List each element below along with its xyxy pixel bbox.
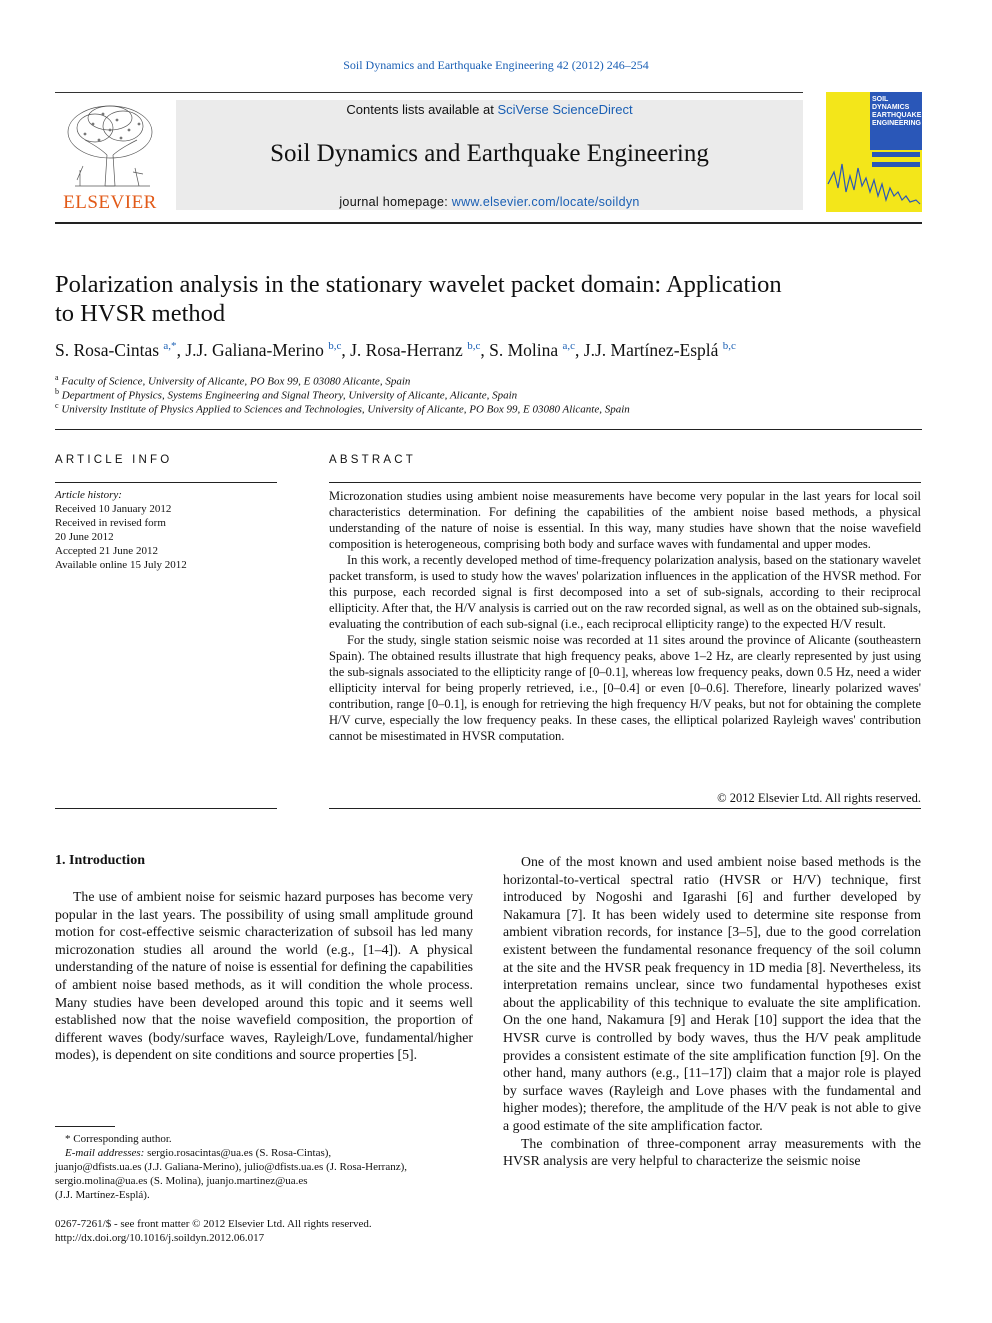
affiliation bbox=[55, 387, 935, 402]
doi-link[interactable]: http://dx.doi.org/10.1016/j.soildyn.2012.06.017 bbox=[55, 1232, 265, 1244]
abstract-paragraph: In this work, a recently developed method of time-frequency polarization analysis, based on the stationary wavelet packet transform, is used to study how the waves' polarization influences in the application of the HVSR method. For this purpose, each recorded signal is first decomposed into a set of sub-signals, according to their reciprocal ellipticity. After that, the H/V analysis is carried out on the raw recorded signal, as well as on the obtained sub-signals, evaluating the contribution of each sub-signal (i.e., each reciprocal ellipticity range) to the expected H/V result. bbox=[329, 553, 921, 631]
history-item: Received in revised form bbox=[55, 517, 166, 529]
affiliation-text: University Institute of Physics Applied to Sciences and Technologies, University of Alicante, PO Box 99, E 03080 Alicante, Spain bbox=[58, 403, 630, 416]
affiliation-mark: c bbox=[55, 401, 59, 410]
body-paragraph: The use of ambient noise for seismic hazard purposes has become very popular in the last years. The possibility of using small amplitude ground motion for cost-effective seismic characterization of subsoil has led many microzonation studies all around the world (e.g., [1–4]). A physical understanding of the nature of noise is essential for defining the capabilities of ambient noise based methods, as it will condition the whole process. Many studies have been developed around this topic and it seems well established now that the noise wavefield composition, the proportion of different waves (body/surface waves, Rayleigh/Love, fundamental/higher modes), is dependent on site conditions and source properties [5]. bbox=[55, 889, 474, 1063]
history-item: Accepted 21 June 2012 bbox=[55, 545, 158, 557]
cover-line4: ENGINEERING bbox=[872, 120, 922, 127]
author-affil-mark[interactable]: b,c bbox=[328, 340, 342, 353]
article-info-rule bbox=[55, 482, 277, 483]
body-column-left bbox=[55, 888, 473, 1064]
affiliation bbox=[55, 401, 935, 416]
email-list[interactable]: sergio.rosacintas@ua.es (S. Rosa-Cintas), bbox=[147, 1147, 332, 1159]
abstract-paragraph: For the study, single station seismic noise was recorded at 11 sites around the province of Alicante (southeastern Spain). The obtained results illustrate that high frequency peaks, above 1–2 Hz, are clearly represented by just using the sub-signals associated to the ellipticity range of [0–0.1], whereas low frequency peaks, down 0.5 Hz, need a wider ellipticity interval for being properly retrieved, i.e., [0–0.4] or even [0–0.6]. Therefore, linearly polarized waves' contribution, range [0–0.1], is enough for retrieving the high frequency H/V peaks, but not for obtaining the complete H/V curve, especially the low frequency peaks. In these cases, the elliptical polarized Rayleigh waves' contribution cannot be misestimated in HVSR computation. bbox=[329, 633, 921, 743]
body-paragraph: One of the most known and used ambient noise based methods is the horizontal-to-vertical spectral ratio (HVSR or H/V) technique, first introduced by Nogoshi and Igarashi [6] and further developed by Nakamura [7]. It has been widely used to determine site response from ambient vibration records, for instance [3–5], due to the good correlation existent between the fundamental resonance frequency of the soil column at the site and the HVSR peak frequency in 1D media [8]. Nevertheless, its interpretation remains unclear, since two fundamental hypotheses exist about the applicability of this technique to evaluate the site amplification. On the one hand, Nakamura [9] and Herak [10] support the idea that the HVSR curve is controlled by body waves, thus the H/V peak amplitude provides a consistent estimate of the site amplification function [9]. On the other hand, many authors (e.g., [11–17]) claim that a major role is played by surface waves (Rayleigh and Love phases with the fundamental and higher modes); therefore, the amplitude of the H/V peak is not able to give a good estimate of the site amplification factor. bbox=[503, 854, 921, 1133]
author-name: , J. Rosa-Herranz bbox=[341, 340, 468, 360]
elsevier-wordmark: ELSEVIER bbox=[63, 192, 157, 213]
affiliation-mark: a bbox=[55, 373, 59, 382]
elsevier-logo[interactable] bbox=[55, 100, 165, 212]
section-heading-introduction: 1. Introduction bbox=[55, 853, 145, 868]
abstract-paragraph: Microzonation studies using ambient noise measurements have become very popular in the last years for local soil characteristics determination. For defining the capabilities of the ambient noise based methods, a physical understanding of the nature of noise is essential. In this way, many studies have shown that the noise wavefield composition is heterogeneous, comprising both body and surface waves with fundamental and upper modes. bbox=[329, 489, 921, 551]
page-footer bbox=[55, 1217, 473, 1245]
email-list[interactable]: juanjo@dfists.ua.es (J.J. Galiana-Merino), julio@dfists.ua.es (J. Rosa-Herranz), bbox=[55, 1161, 408, 1173]
header-rule bbox=[55, 92, 803, 93]
history-label: Article history: bbox=[55, 489, 122, 501]
title-line-2: to HVSR method bbox=[55, 300, 226, 327]
affiliation-text: Department of Physics, Systems Engineering and Signal Theory, University of Alicante, Alicante, Spain bbox=[59, 389, 518, 402]
article-info-bottom-rule bbox=[55, 808, 277, 809]
abstract-body bbox=[329, 488, 921, 744]
author-name: , J.J. Martínez-Esplá bbox=[575, 340, 723, 360]
cover-title bbox=[872, 96, 921, 128]
article-info-heading: ARTICLE INFO bbox=[55, 454, 173, 466]
author-affil-mark[interactable]: a,c bbox=[562, 340, 576, 353]
sciencedirect-link[interactable]: SciVerse ScienceDirect bbox=[497, 102, 633, 117]
author-list bbox=[55, 340, 935, 361]
email-list[interactable]: sergio.molina@ua.es (S. Molina), juanjo.martinez@ua.es bbox=[55, 1175, 308, 1187]
footnote-rule bbox=[55, 1126, 115, 1127]
author-affil-mark[interactable]: b,c bbox=[467, 340, 481, 353]
history-item: Received 10 January 2012 bbox=[55, 503, 172, 515]
journal-cover[interactable] bbox=[826, 92, 922, 212]
history-item: Available online 15 July 2012 bbox=[55, 559, 187, 571]
body-paragraph: The combination of three-component array measurements with the HVSR analysis are very helpful to characterize the seismic noise bbox=[503, 1135, 921, 1169]
article-history bbox=[55, 488, 277, 572]
author-name: , S. Molina bbox=[480, 340, 563, 360]
affiliation-mark: b bbox=[55, 387, 59, 396]
history-item: 20 June 2012 bbox=[55, 531, 114, 543]
author-affil-mark[interactable]: b,c bbox=[722, 340, 736, 353]
homepage-link[interactable]: www.elsevier.com/locate/soildyn bbox=[451, 195, 640, 209]
contents-line bbox=[176, 102, 803, 117]
homepage-line bbox=[176, 195, 803, 209]
affiliation bbox=[55, 373, 935, 388]
cover-line3: EARTHQUAKE bbox=[872, 112, 922, 119]
cover-line1: SOIL bbox=[872, 96, 889, 103]
banner-bottom-rule bbox=[55, 222, 922, 224]
title-line-1: Polarization analysis in the stationary wavelet packet domain: Application bbox=[55, 271, 782, 298]
author-name: , J.J. Galiana-Merino bbox=[176, 340, 329, 360]
homepage-prefix: journal homepage: bbox=[339, 195, 452, 209]
abstract-rule bbox=[329, 482, 921, 483]
contents-prefix: Contents lists available at bbox=[346, 102, 498, 117]
author-name: S. Rosa-Cintas bbox=[55, 340, 164, 360]
author-affil-mark[interactable]: a,* bbox=[163, 340, 177, 353]
email-label: E-mail addresses: bbox=[65, 1147, 148, 1159]
email-list: (J.J. Martínez-Esplá). bbox=[55, 1189, 150, 1201]
corresponding-author-note: * Corresponding author. bbox=[65, 1133, 172, 1145]
affiliation-rule bbox=[55, 429, 922, 430]
issn-line: 0267-7261/$ - see front matter © 2012 Elsevier Ltd. All rights reserved. bbox=[55, 1218, 372, 1230]
article-title bbox=[55, 270, 935, 328]
journal-title: Soil Dynamics and Earthquake Engineering bbox=[270, 140, 709, 167]
abstract-copyright: © 2012 Elsevier Ltd. All rights reserved. bbox=[717, 791, 921, 805]
journal-reference[interactable]: Soil Dynamics and Earthquake Engineering 42 (2012) 246–254 bbox=[343, 58, 649, 72]
abstract-heading: ABSTRACT bbox=[329, 454, 416, 466]
affiliation-text: Faculty of Science, University of Alicante, PO Box 99, E 03080 Alicante, Spain bbox=[58, 375, 411, 388]
footnote bbox=[55, 1132, 473, 1202]
body-column-right bbox=[503, 853, 921, 1170]
abstract-bottom-rule bbox=[329, 808, 921, 809]
cover-line2: DYNAMICS bbox=[872, 104, 910, 111]
